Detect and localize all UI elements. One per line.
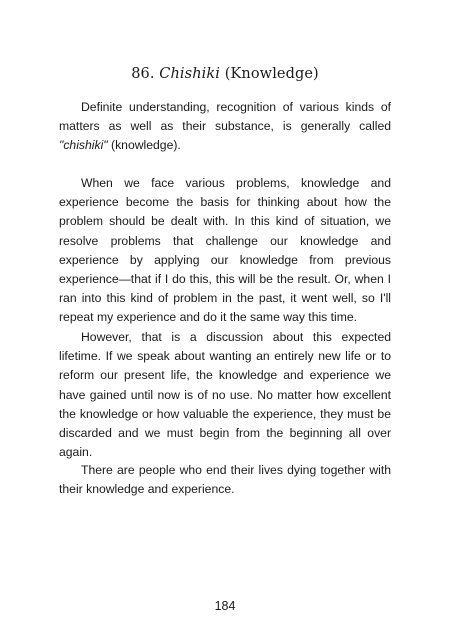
section-gloss: (Knowledge) (224, 66, 319, 82)
paragraph-1-text-b: (knowledge). (107, 138, 181, 153)
paragraph-1-text-a: Definite understanding, recognition of various kinds of matters as well as their substance, is generally called (59, 100, 391, 134)
section-term: Chishiki (159, 66, 220, 82)
paragraph-3: However, that is a discussion about this expected lifetime. If we speak about wanting an entirely new life or to reform our present life, the knowledge and experience we have gained until now is of no use. No matter how excellent the knowledge or how valuable the experience, they must be discarded and we must begin from the beginning all over again. (59, 330, 391, 460)
page-number: 184 (214, 599, 236, 613)
section-heading (0, 66, 450, 82)
paragraph-2: When we face various problems, knowledge and experience become the basis for thinking about how the problem should be dealt with. In this kind of situation, we resolve problems that challenge our knowledge and experience by applying our knowledge from previous experience—that if I do this, this will be the result. Or, when I ran into this kind of problem in the past, it went well, so I'll repeat my experience and do it the same way this time. (59, 176, 391, 325)
paragraph-1-term: "chishiki" (59, 138, 108, 153)
paragraph-1 (59, 98, 391, 156)
section-number: 86. (131, 66, 155, 82)
paragraph-4: There are people who end their lives dying together with their knowledge and experience. (59, 463, 391, 497)
